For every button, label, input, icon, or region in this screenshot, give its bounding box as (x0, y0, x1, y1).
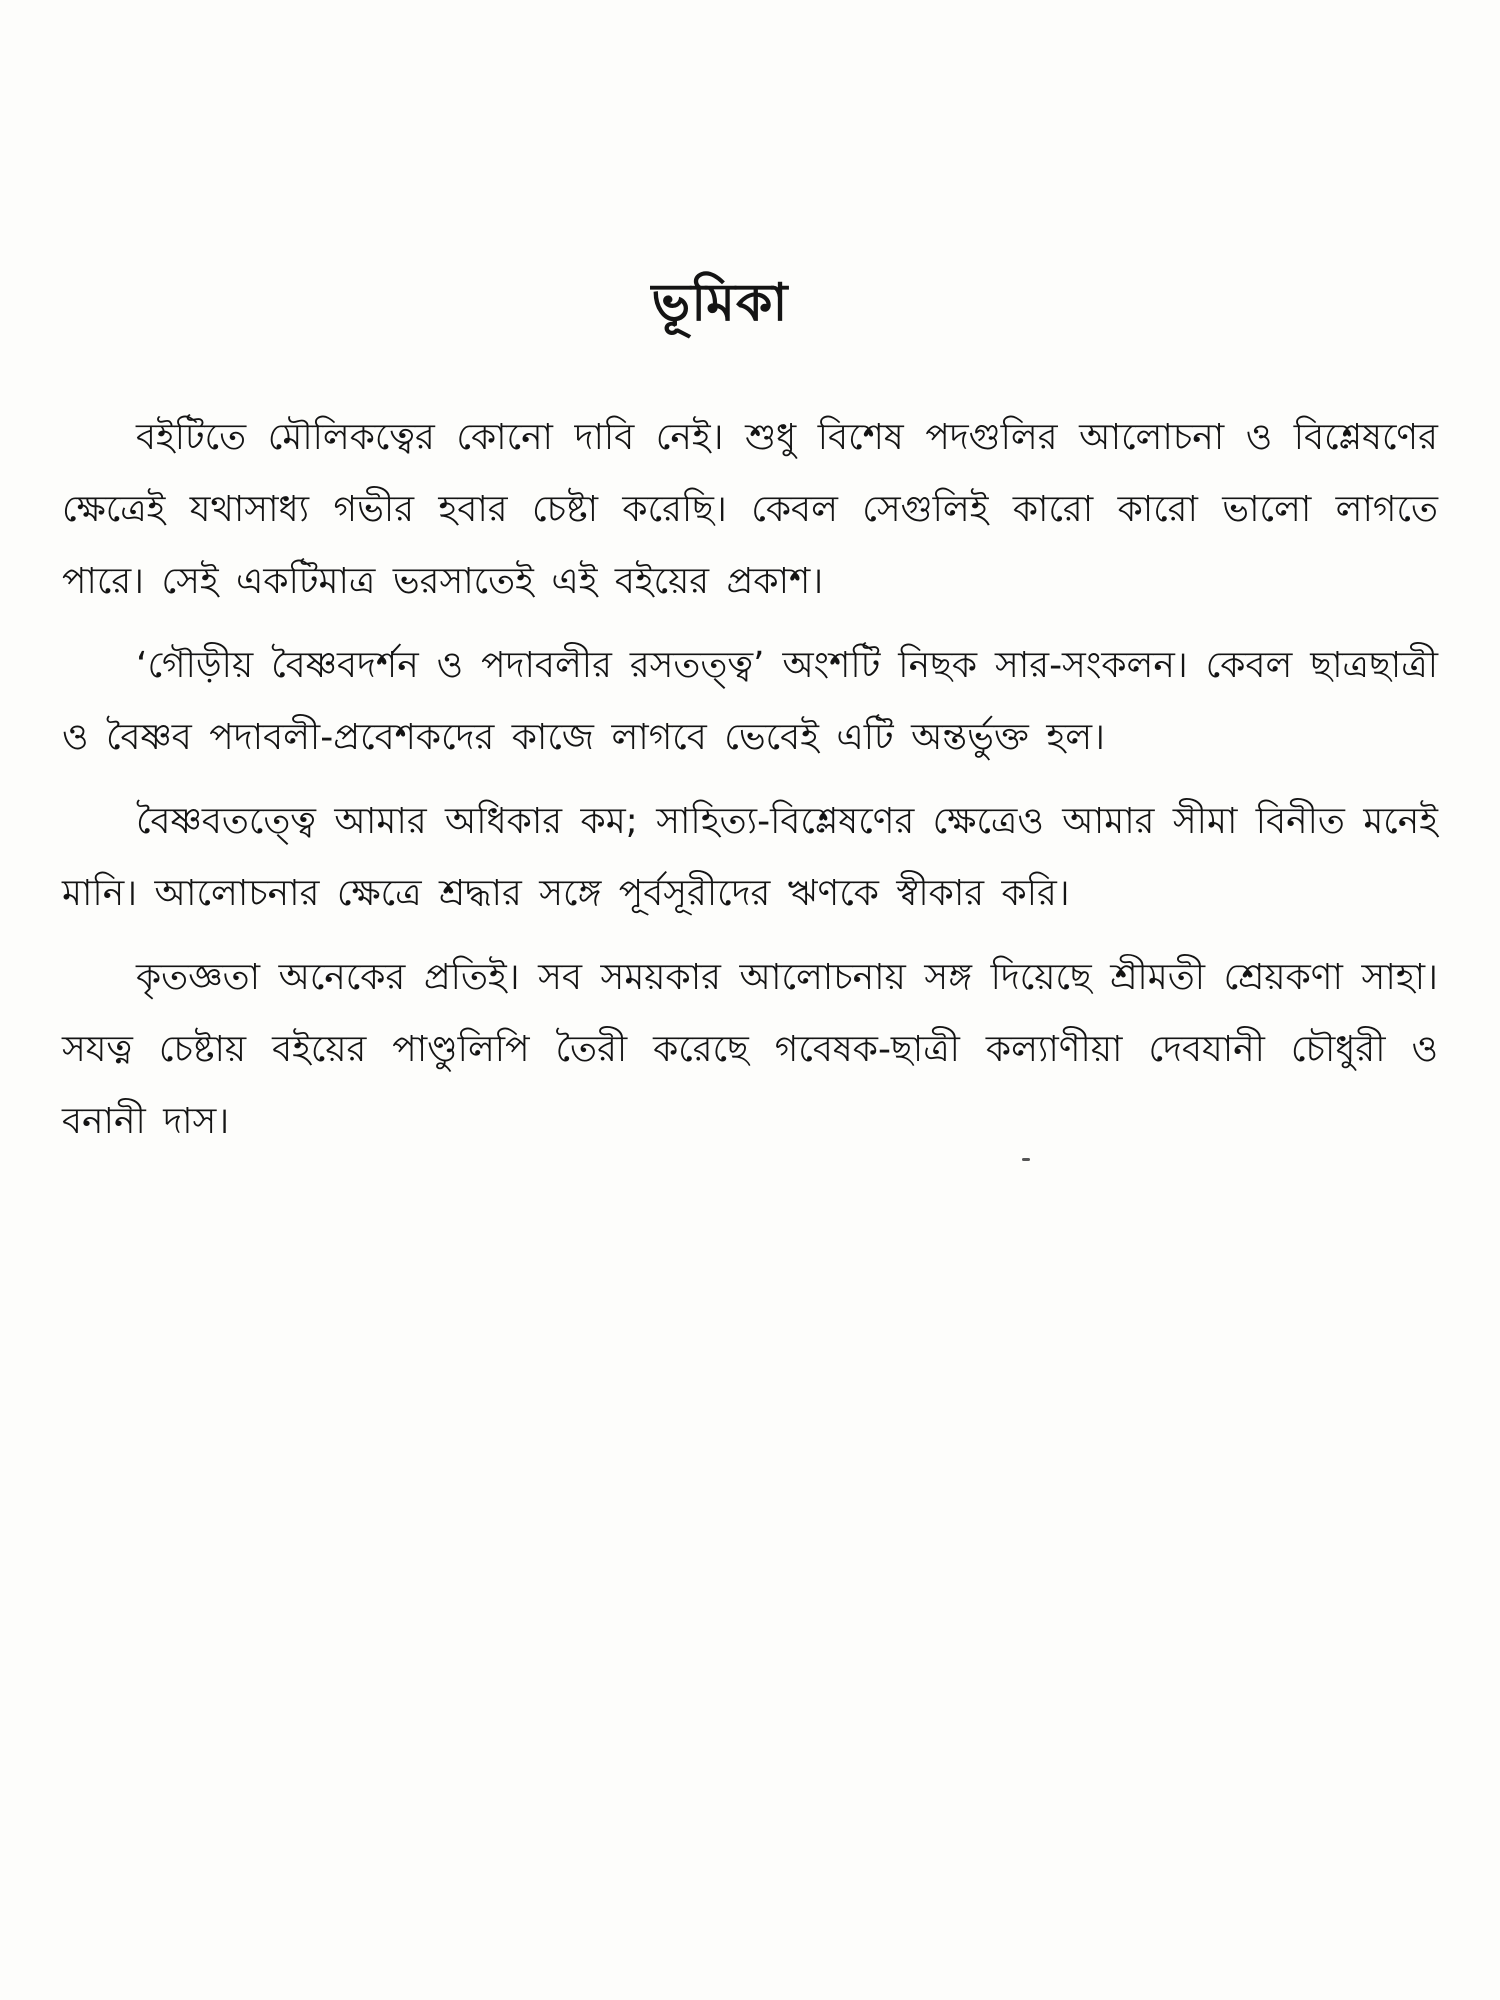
preface-body (62, 402, 1438, 1170)
paragraph-4: কৃতজ্ঞতা অনেকের প্রতিই। সব সময়কার আলোচনায় সঙ্গ দিয়েছে শ্রীমতী শ্রেয়কণা সাহা। সযত্ন চেষ্টায় বইয়ের পাণ্ডুলিপি তৈরী করেছে গবেষক-ছাত্রী কল্যাণীয়া দেবযানী চৌধুরী ও বনানী দাস। (62, 957, 1438, 1142)
paragraph-1: বইটিতে মৌলিকত্বের কোনো দাবি নেই। শুধু বিশেষ পদগুলির আলোচনা ও বিশ্লেষণের ক্ষেত্রেই যথাসাধ্য গভীর হবার চেষ্টা করেছি। কেবল সেগুলিই কারো কারো ভালো লাগতে পারে। সেই একটিমাত্র ভরসাতেই এই বইয়ের প্রকাশ। (62, 417, 1438, 602)
page-title: ভূমিকা (651, 273, 789, 333)
ink-speck (1022, 1158, 1030, 1161)
paragraph-3: বৈষ্ণবতত্ত্বে আমার অধিকার কম; সাহিত্য-বিশ্লেষণের ক্ষেত্রেও আমার সীমা বিনীত মনেই মানি। আলোচনার ক্ষেত্রে শ্রদ্ধার সঙ্গে পূর্বসূরীদের ঋণকে স্বীকার করি। (62, 801, 1438, 914)
paragraph-2: ‘গৌড়ীয় বৈষ্ণবদর্শন ও পদাবলীর রসতত্ত্ব’ অংশটি নিছক সার-সংকলন। কেবল ছাত্রছাত্রী ও বৈষ্ণব পদাবলী-প্রবেশকদের কাজে লাগবে ভেবেই এটি অন্তর্ভুক্ত হল। (62, 645, 1438, 758)
